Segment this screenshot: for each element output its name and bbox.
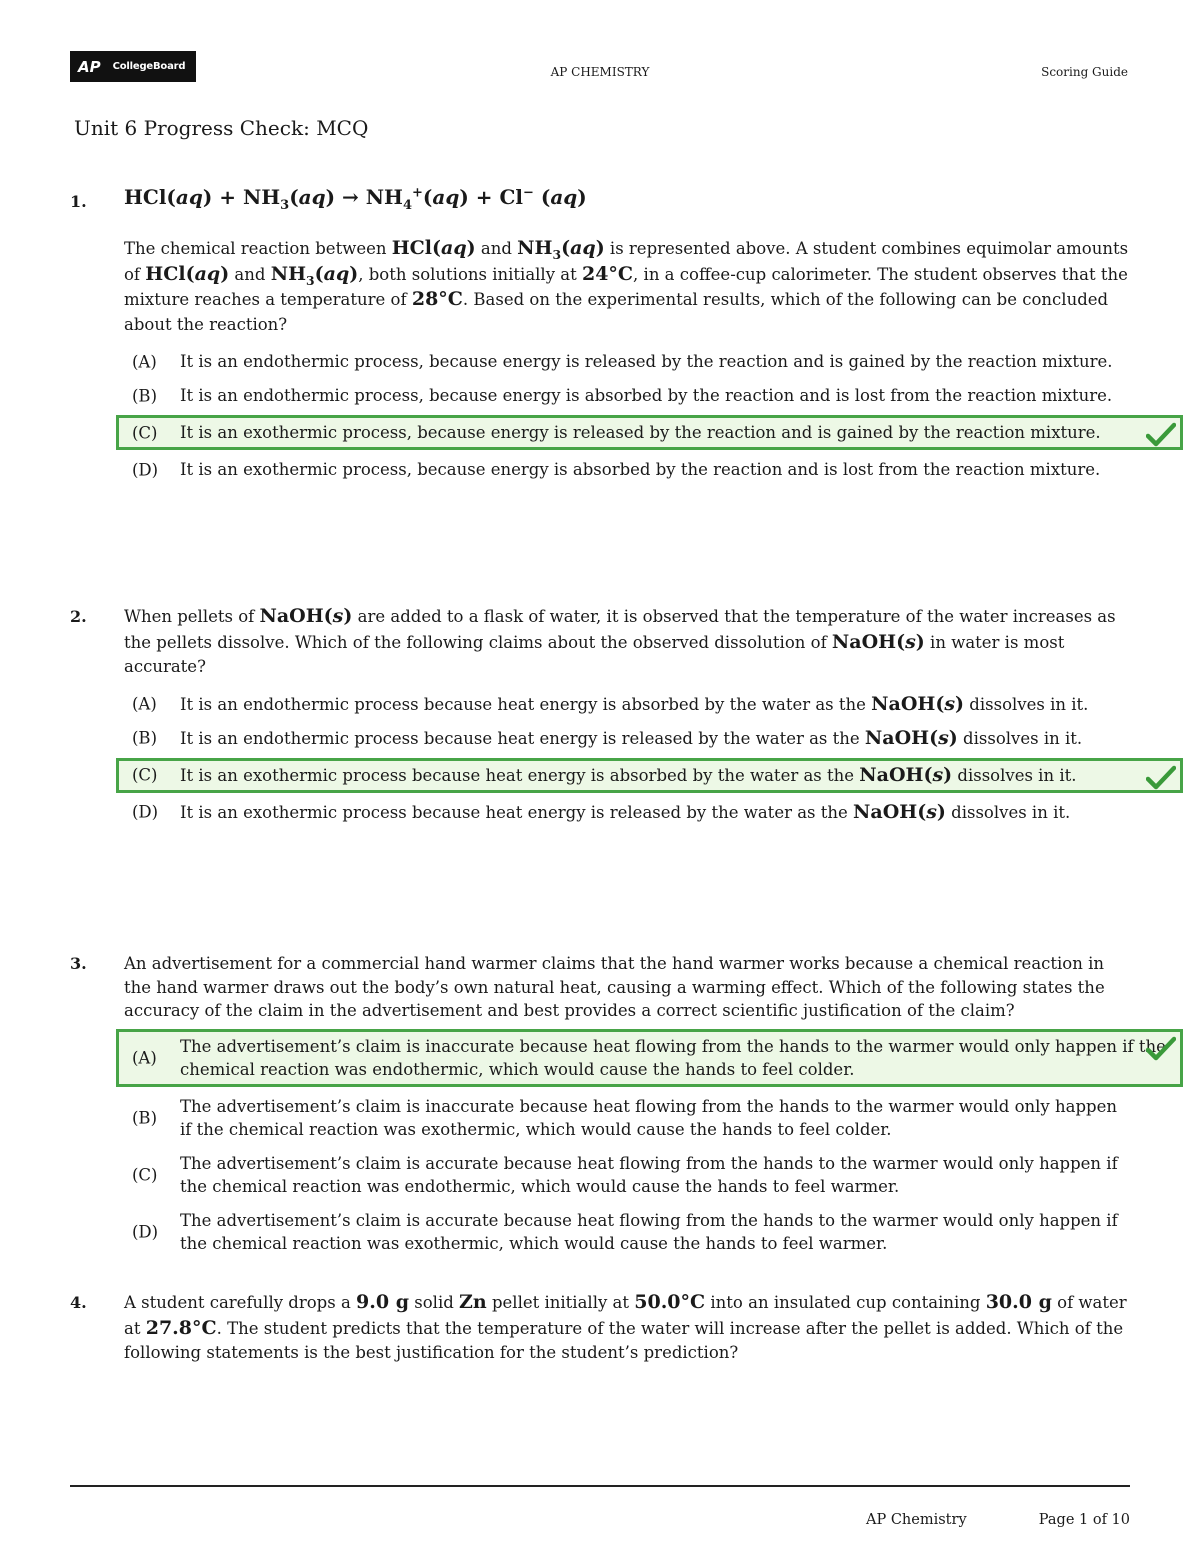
checkmark-icon xyxy=(1146,765,1176,791)
header-course: AP CHEMISTRY xyxy=(550,65,650,79)
option-text: The advertisement’s claim is accurate because heat flowing from the hands to the warmer would only happen if the chemical reaction was exothermic, which would cause the hands to feel warmer. xyxy=(180,1210,1118,1253)
option-text: It is an exothermic process because heat energy is absorbed by the water as the NaOH(s) dissolves in it. xyxy=(180,763,1077,786)
answer-option-a-correct[interactable] xyxy=(116,1029,1183,1087)
answer-option-b[interactable] xyxy=(124,381,1126,410)
option-text: It is an endothermic process, because energy is released by the reaction and is gained by the reaction mixture. xyxy=(180,352,1113,371)
option-text: The advertisement’s claim is accurate because heat flowing from the hands to the warmer would only happen if the chemical reaction was endothermic, which would cause the hands to feel warmer. xyxy=(180,1153,1118,1196)
option-label: (A) xyxy=(132,694,157,714)
option-label: (C) xyxy=(132,1165,158,1184)
option-label: (C) xyxy=(132,423,158,442)
question-number: 4. xyxy=(70,1293,87,1312)
question-stem: An advertisement for a commercial hand warmer claims that the hand warmer works because a chemical reaction in the hand warmer draws out the body’s own natural heat, causing a warming effect. Which of the following states the accuracy of the claim in the advertisement and best provides a correct scientific justification of the claim? xyxy=(124,954,1105,1020)
option-text: It is an endothermic process because heat energy is absorbed by the water as the NaOH(s) dissolves in it. xyxy=(180,692,1089,715)
page-number: Page 1 of 10 xyxy=(1038,1512,1130,1528)
option-text: It is an exothermic process, because energy is released by the reaction and is gained by the reaction mixture. xyxy=(180,423,1101,442)
option-label: (A) xyxy=(132,1048,157,1067)
option-label: (D) xyxy=(132,802,159,822)
answer-option-c-correct[interactable] xyxy=(116,415,1183,450)
footer-course: AP Chemistry xyxy=(866,1512,967,1528)
answer-option-c-correct[interactable] xyxy=(116,758,1183,793)
question-number: 3. xyxy=(70,954,87,973)
answer-option-c[interactable] xyxy=(124,1149,1126,1201)
question-stem: When pellets of NaOH(s) are added to a flask of water, it is observed that the temperature of the water increases as the pellets dissolve. Which of the following claims about the observed dissolution of NaOH(s) in water is most accurate? xyxy=(124,605,1116,676)
page-title: Unit 6 Progress Check: MCQ xyxy=(74,116,369,140)
answer-option-d[interactable] xyxy=(124,798,1126,827)
answer-option-b[interactable] xyxy=(124,1092,1126,1144)
answer-option-d[interactable] xyxy=(124,1206,1126,1258)
logo-ap-text: AP xyxy=(78,57,101,76)
logo-brand-text: CollegeBoard xyxy=(112,61,186,72)
header-doc-type: Scoring Guide xyxy=(1041,65,1128,79)
footer-divider xyxy=(70,1485,1130,1487)
option-label: (D) xyxy=(132,460,159,479)
option-text: It is an exothermic process, because energy is absorbed by the reaction and is lost from the reaction mixture. xyxy=(180,460,1101,479)
checkmark-icon xyxy=(1146,1036,1176,1062)
option-label: (C) xyxy=(132,765,158,785)
question-number: 2. xyxy=(70,607,87,626)
answer-option-b[interactable] xyxy=(124,724,1126,753)
checkmark-icon xyxy=(1146,422,1176,448)
option-label: (B) xyxy=(132,728,157,748)
option-label: (B) xyxy=(132,1108,157,1127)
question-stem: The chemical reaction between HCl(aq) and $NH_3(aq)$ is represented above. A student combines equimolar amounts of HCl(aq) and $NH_3(aq)$, both solutions initially at 24°C, in a coffee-cup calorimeter. The student observes that the mixture reaches a temperature of 28°C. Based on the experimental results, which of the following can be concluded about the reaction? xyxy=(124,237,1129,334)
option-text: The advertisement’s claim is inaccurate because heat flowing from the hands to the warmer would only happen if the chemical reaction was endothermic, which would cause the hands to feel colder. xyxy=(180,1036,1166,1079)
answer-option-a[interactable] xyxy=(124,347,1126,376)
chemical-equation: $HCl(aq) + NH_3(aq) \to NH_4^+(aq) + Cl^-$ (aq) xyxy=(124,185,587,213)
question-3 xyxy=(70,952,1166,1258)
option-text: It is an endothermic process, because energy is absorbed by the reaction and is lost from the reaction mixture. xyxy=(180,386,1113,405)
option-label: (B) xyxy=(132,386,157,405)
option-label: (D) xyxy=(132,1222,159,1241)
question-number: 1. xyxy=(70,192,87,211)
option-text: The advertisement’s claim is inaccurate because heat flowing from the hands to the warmer would only happen if the chemical reaction was exothermic, which would cause the hands to feel colder. xyxy=(180,1096,1117,1139)
question-2 xyxy=(70,604,1130,827)
answer-option-a[interactable] xyxy=(124,690,1126,719)
option-text: It is an endothermic process because heat energy is released by the water as the NaOH(s) dissolves in it. xyxy=(180,726,1083,749)
option-text: It is an exothermic process because heat energy is released by the water as the NaOH(s) dissolves in it. xyxy=(180,800,1071,823)
question-1 xyxy=(70,184,1130,484)
question-stem: A student carefully drops a 9.0 g solid Zn pellet initially at 50.0°C into an insulated cup containing 30.0 g of water at 27.8°C. The student predicts that the temperature of the water will increase after the pellet is added. Which of the following statements is the best justification for the student’s prediction? xyxy=(124,1291,1127,1362)
option-label: (A) xyxy=(132,352,157,371)
question-4 xyxy=(70,1290,1130,1366)
answer-option-d[interactable] xyxy=(124,455,1126,484)
